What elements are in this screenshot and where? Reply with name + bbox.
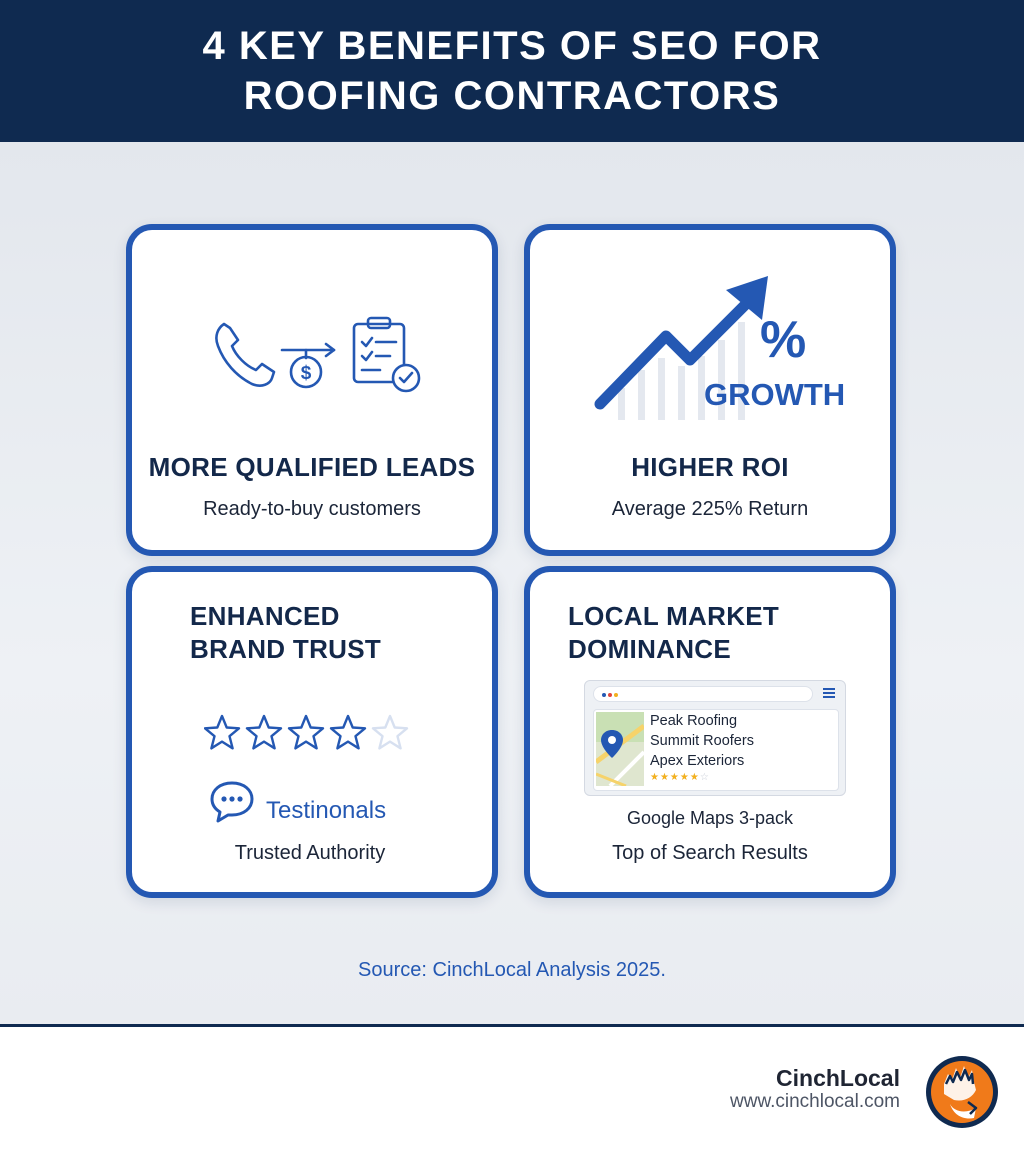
maps-listing-panel [593, 709, 839, 791]
page-title-line-2: ROOFING CONTRACTORS [243, 74, 781, 118]
star-icon [247, 716, 281, 748]
card-title-trust-line-2: BRAND TRUST [190, 634, 382, 664]
card-subtitle-leads: Ready-to-buy customers [203, 498, 421, 520]
card-subtitle-roi: Average 225% Return [611, 498, 809, 520]
card-qualified-leads [126, 224, 498, 556]
cinchlocal-logo-icon [924, 1054, 1000, 1130]
card-title-local-line-2: DOMINANCE [568, 634, 732, 664]
map-pin-icon [596, 712, 644, 786]
card-title-roi: HIGHER ROI [631, 452, 789, 482]
card-subtitle-local: Top of Search Results [612, 842, 808, 864]
card-title-leads: MORE QUALIFIED LEADS [148, 452, 476, 482]
menu-icon [823, 688, 835, 700]
card-higher-roi [524, 224, 896, 556]
brand-url[interactable]: www.cinchlocal.com [730, 1091, 900, 1112]
listing-1: Peak Roofing [650, 713, 738, 729]
maps-caption: Google Maps 3-pack [626, 808, 794, 828]
benefits-area [0, 142, 1024, 1024]
brand-name: CinchLocal [776, 1065, 900, 1091]
listing-rating: ★★★★★☆ [650, 772, 710, 783]
star-rating [204, 712, 418, 754]
phone-to-dollar-to-checklist-icon [210, 310, 424, 408]
card-local-dominance [524, 566, 896, 898]
maps-3pack-widget [584, 680, 846, 796]
source-note: Source: CinchLocal Analysis 2025. [358, 959, 666, 981]
card-subtitle-trust: Trusted Authority [234, 842, 386, 864]
speech-bubble-icon [208, 779, 256, 825]
star-icon [205, 716, 239, 748]
growth-label: GROWTH [704, 377, 846, 412]
card-brand-trust [126, 566, 498, 898]
card-title-local-line-1: LOCAL MARKET [568, 601, 780, 631]
maps-search-bar [593, 686, 813, 702]
svg-text:$: $ [300, 363, 312, 384]
card-title-trust-line-1: ENHANCED [190, 601, 340, 631]
star-empty-icon [373, 716, 407, 748]
header-banner [0, 0, 1024, 142]
listing-3: Apex Exteriors [650, 753, 745, 769]
percent-sign: % [760, 311, 807, 369]
star-icon [331, 716, 365, 748]
star-icon [289, 716, 323, 748]
page-title-line-1: 4 KEY BENEFITS OF SEO FOR [202, 24, 822, 68]
footer [0, 1027, 1024, 1154]
listing-2: Summit Roofers [650, 733, 754, 749]
testimonials-label: Testinonals [266, 797, 387, 824]
